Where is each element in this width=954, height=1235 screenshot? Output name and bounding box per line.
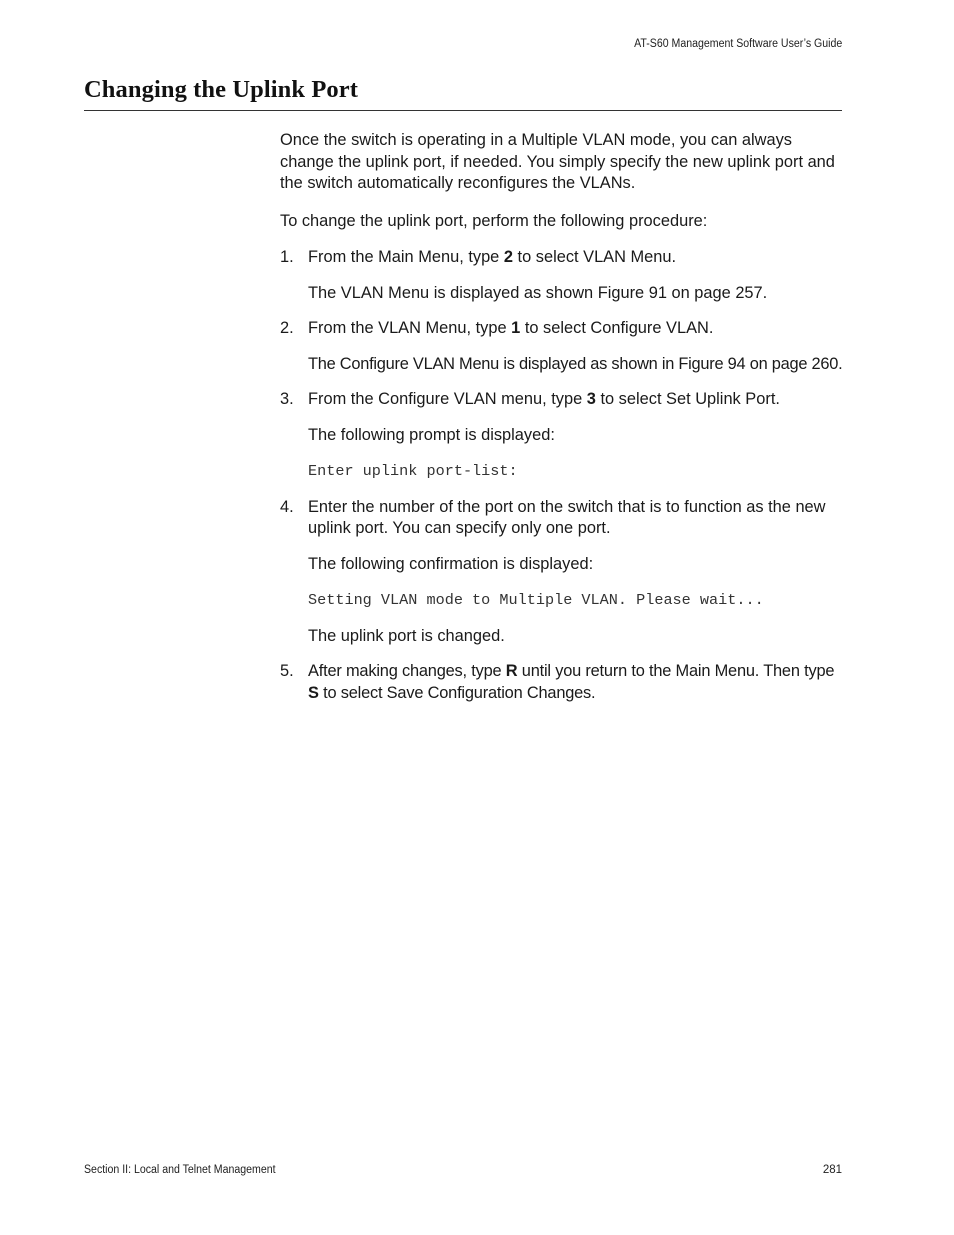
console-confirmation: Setting VLAN mode to Multiple VLAN. Please wait... <box>308 591 764 609</box>
step-3 <box>280 389 845 483</box>
console-prompt: Enter uplink port-list: <box>308 462 518 480</box>
step-result: The uplink port is changed. <box>308 626 505 645</box>
page-title: Changing the Uplink Port <box>84 76 358 103</box>
key-label: 2 <box>503 248 513 266</box>
step-1 <box>280 247 845 304</box>
step-instruction: Enter the number of the port on the switch that is to function as the new uplink port. You can specify only one port. <box>308 497 826 537</box>
step-note: The VLAN Menu is displayed as shown Figure 91 on page 257. <box>308 283 768 302</box>
key-label: 3 <box>586 390 596 408</box>
title-rule <box>84 110 842 111</box>
intro-paragraph: Once the switch is operating in a Multiple VLAN mode, you can always change the uplink port, if needed. You simply specify the new uplink port and the switch automatically reconfigures the VLANs. <box>280 131 835 192</box>
step-instruction: From the Main Menu, type 2 to select VLAN Menu. <box>308 248 677 266</box>
step-instruction: After making changes, type R until you return to the Main Menu. Then type S to select Save Configuration Changes. <box>308 662 835 702</box>
key-label: 1 <box>511 319 521 337</box>
step-number: 5. <box>280 662 294 680</box>
footer-section-label: Section II: Local and Telnet Management <box>84 1164 276 1176</box>
procedure-lead: To change the uplink port, perform the following procedure: <box>280 211 708 230</box>
step-note: The Configure VLAN Menu is displayed as shown in Figure 94 on page 260. <box>308 354 843 373</box>
body-content <box>280 130 845 718</box>
running-header: AT-S60 Management Software User’s Guide <box>633 38 842 50</box>
step-instruction: From the Configure VLAN menu, type 3 to select Set Uplink Port. <box>308 390 780 408</box>
step-5 <box>280 661 845 704</box>
key-label: R <box>505 662 518 680</box>
step-note: The following confirmation is displayed: <box>308 554 594 573</box>
step-4 <box>280 497 845 648</box>
step-number: 1. <box>280 248 294 266</box>
step-note: The following prompt is displayed: <box>308 425 555 444</box>
step-2 <box>280 318 845 375</box>
step-number: 2. <box>280 319 294 337</box>
step-number: 3. <box>280 390 294 408</box>
key-label: S <box>308 683 319 702</box>
page-number: 281 <box>822 1164 842 1176</box>
step-instruction: From the VLAN Menu, type 1 to select Configure VLAN. <box>308 319 714 337</box>
step-number: 4. <box>280 497 294 516</box>
